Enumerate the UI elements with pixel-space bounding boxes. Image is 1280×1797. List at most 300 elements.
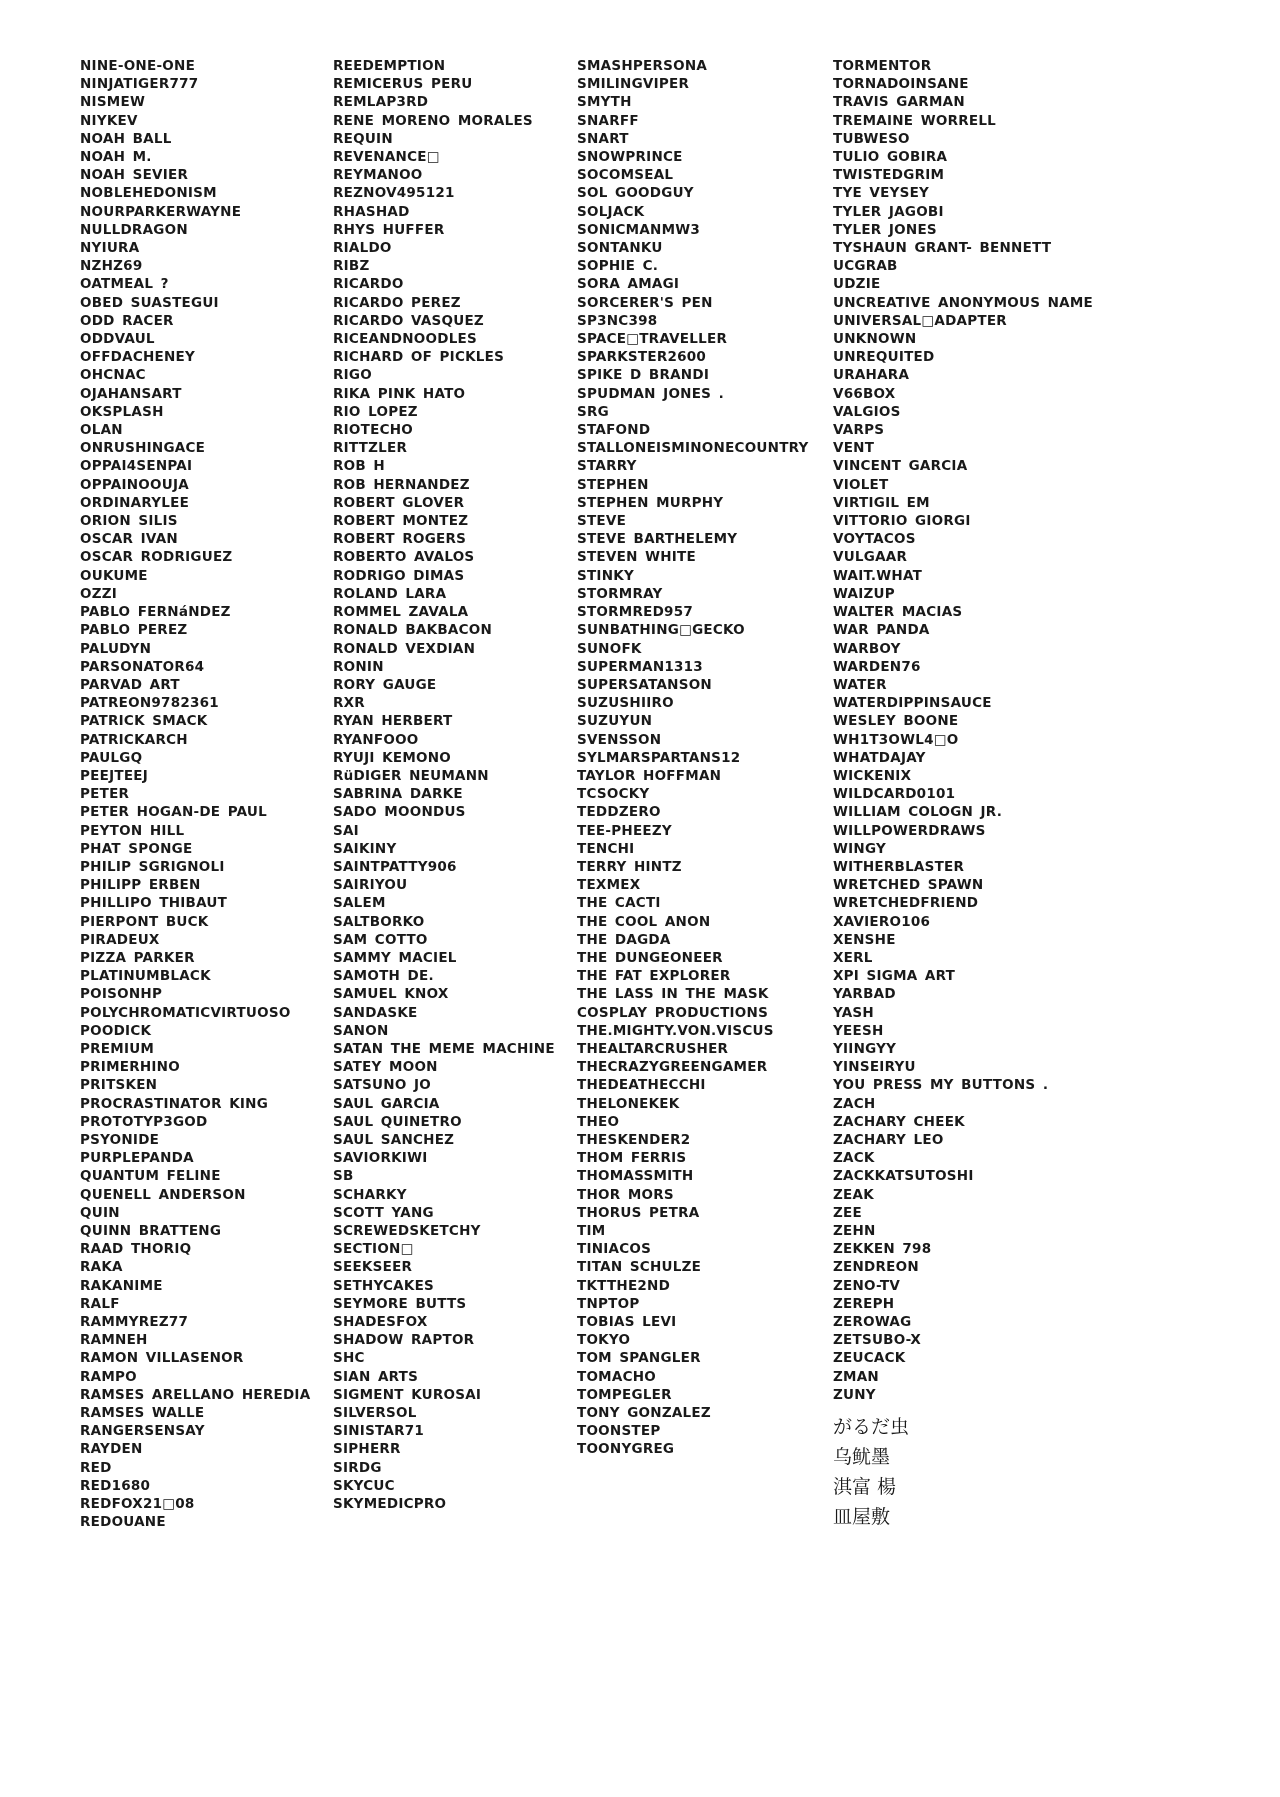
credit-name: SABRINA DARKE: [333, 786, 463, 803]
credit-name: ROBERT ROGERS: [333, 531, 467, 548]
credit-name: VINCENT GARCIA: [833, 458, 968, 475]
credit-name: SUZUYUN: [577, 713, 653, 730]
credit-name: VULGAAR: [833, 549, 908, 566]
credit-name: TORMENTOR: [833, 58, 932, 74]
credits-column-3: [577, 57, 809, 1459]
credit-name: RXR: [333, 695, 365, 712]
credit-name: REZNOV495121: [333, 185, 455, 202]
credit-name: WAIT.WHAT: [833, 567, 923, 584]
credit-name: SRG: [577, 403, 609, 420]
credit-name: SHC: [333, 1350, 365, 1367]
credit-name: ROB H: [333, 458, 385, 475]
credit-name: SPIKE D BRANDI: [577, 367, 710, 384]
credit-name: SAI: [333, 822, 359, 839]
credit-name: SCOTT YANG: [333, 1204, 434, 1221]
credit-name: XPI SIGMA ART: [833, 968, 956, 985]
credit-name: TWISTEDGRIM: [833, 167, 945, 184]
credits-column-1: [80, 57, 310, 1531]
credit-name: NIYKEV: [80, 112, 138, 129]
credit-name: SONTANKU: [577, 240, 663, 257]
credit-name: SMYTH: [577, 94, 632, 111]
credit-name: RAKA: [80, 1259, 123, 1276]
credit-name: SB: [333, 1168, 354, 1185]
credit-name: WH1T3OWL4□O: [833, 731, 959, 748]
credit-name: WRETCHEDFRIEND: [833, 895, 979, 912]
credit-name: ROLAND LARA: [333, 585, 447, 602]
credit-name: TEDDZERO: [577, 804, 661, 821]
credit-name: THE COOL ANON: [577, 913, 711, 930]
credit-name: OSCAR IVAN: [80, 531, 178, 548]
credit-cjk-block: [833, 1412, 1093, 1532]
credit-name: SANON: [333, 1022, 389, 1039]
credit-name: ZEAK: [833, 1186, 874, 1203]
credit-name: STEVE: [577, 513, 627, 530]
credit-name: UNKNOWN: [833, 331, 917, 348]
credit-name: WILLPOWERDRAWS: [833, 822, 986, 839]
credit-name: ZENO-TV: [833, 1277, 901, 1294]
credit-name: SUPERMAN1313: [577, 658, 703, 675]
credit-name: SAMMY MACIEL: [333, 949, 457, 966]
credit-name-cjk: がるだ虫: [833, 1416, 910, 1439]
credit-name: RICEANDNOODLES: [333, 331, 478, 348]
credit-name: WAR PANDA: [833, 622, 930, 639]
credit-name: RHASHAD: [333, 203, 410, 220]
credit-name: SNOWPRINCE: [577, 149, 683, 166]
credit-name: PEEJTEEJ: [80, 767, 149, 784]
credit-name: RAKANIME: [80, 1277, 163, 1294]
credit-name: NOAH M.: [80, 149, 152, 166]
credit-name: RONIN: [333, 658, 384, 675]
credit-name: WILDCARD0101: [833, 786, 956, 803]
credit-name: SAM COTTO: [333, 931, 428, 948]
credit-name: VIOLET: [833, 476, 889, 493]
credit-name: TULIO GOBIRA: [833, 149, 948, 166]
credit-name: YOU PRESS MY BUTTONS .: [833, 1077, 1049, 1094]
credit-name: RIBZ: [333, 258, 370, 275]
credit-name: THECRAZYGREENGAMER: [577, 1059, 768, 1076]
credit-name: RODRIGO DIMAS: [333, 567, 465, 584]
credit-name: V66BOX: [833, 385, 896, 402]
credit-name: SORA AMAGI: [577, 276, 680, 293]
credit-name: TERRY HINTZ: [577, 858, 682, 875]
credit-name: RICARDO VASQUEZ: [333, 312, 484, 329]
credit-name: NISMEW: [80, 94, 146, 111]
credit-name: RüDIGER NEUMANN: [333, 767, 489, 784]
credit-name: SEYMORE BUTTS: [333, 1295, 467, 1312]
credit-name: SKYCUC: [333, 1477, 395, 1494]
credit-name: ZACK: [833, 1150, 875, 1167]
credit-name: VENT: [833, 440, 875, 457]
credit-name: REEDEMPTION: [333, 58, 446, 74]
credit-name: PROTOTYP3GOD: [80, 1113, 208, 1130]
credit-name: TIM: [577, 1223, 606, 1239]
credit-name: NOAH BALL: [80, 130, 172, 147]
credit-name: SINISTAR71: [333, 1423, 425, 1440]
credit-name: WRETCHED SPAWN: [833, 877, 984, 894]
credit-name: SCREWEDSKETCHY: [333, 1223, 481, 1239]
credit-name: NYIURA: [80, 240, 140, 257]
credit-name: SAMUEL KNOX: [333, 986, 449, 1003]
credit-name: THE FAT EXPLORER: [577, 968, 731, 985]
credit-name: PIZZA PARKER: [80, 949, 195, 966]
credit-name: OJAHANSART: [80, 385, 182, 402]
credit-name: TOBIAS LEVI: [577, 1314, 677, 1331]
credit-name: TOONYGREG: [577, 1441, 675, 1458]
credit-name: RHYS HUFFER: [333, 221, 445, 238]
credit-name: UDZIE: [833, 276, 881, 293]
credit-name: SALTBORKO: [333, 913, 425, 930]
credit-name: OATMEAL ?: [80, 276, 169, 293]
credit-name: PABLO PEREZ: [80, 622, 188, 639]
credit-name: TYE VEYSEY: [833, 185, 930, 202]
credit-name: WAIZUP: [833, 585, 895, 602]
credit-name: TNPTOP: [577, 1295, 640, 1312]
credit-name: SAUL SANCHEZ: [333, 1131, 455, 1148]
credit-name: OUKUME: [80, 567, 148, 584]
credit-name: STAFOND: [577, 422, 651, 439]
credit-name: SCHARKY: [333, 1186, 407, 1203]
credit-name: PLATINUMBLACK: [80, 968, 211, 985]
credit-name: TUBWESO: [833, 130, 910, 147]
credit-name: OHCNAC: [80, 367, 146, 384]
credit-name: ROBERT MONTEZ: [333, 513, 469, 530]
credit-name: RYAN HERBERT: [333, 713, 453, 730]
credit-name: ZACKKATSUTOSHI: [833, 1168, 974, 1185]
credit-name: SUNBATHING□GECKO: [577, 622, 745, 639]
credit-name: SATAN THE MEME MACHINE: [333, 1040, 555, 1057]
credit-name: SAVIORKIWI: [333, 1150, 428, 1167]
credit-name: OFFDACHENEY: [80, 349, 196, 366]
credit-name: PURPLEPANDA: [80, 1150, 194, 1167]
credit-name: SAMOTH DE.: [333, 968, 434, 985]
credit-name: ROB HERNANDEZ: [333, 476, 470, 493]
credit-name: ZUNY: [833, 1386, 876, 1403]
credit-name: TOMACHO: [577, 1368, 656, 1385]
credit-name: PHILIPP ERBEN: [80, 877, 201, 894]
credit-name: WITHERBLASTER: [833, 858, 965, 875]
credit-name: PAULGQ: [80, 749, 143, 766]
credit-name: SAIKINY: [333, 840, 397, 857]
credit-name: OKSPLASH: [80, 403, 164, 420]
credit-name: STORMRED957: [577, 604, 693, 621]
credit-name: PRITSKEN: [80, 1077, 158, 1094]
credit-name-cjk: 皿屋敷: [833, 1506, 891, 1529]
credit-name: REVENANCE□: [333, 149, 440, 166]
credits-column-2: [333, 57, 555, 1513]
credit-name: PARSONATOR64: [80, 658, 205, 675]
credit-name: THE CACTI: [577, 895, 661, 912]
credit-name: TOMPEGLER: [577, 1386, 672, 1403]
credit-name: YEESH: [833, 1022, 884, 1039]
credit-name: RIKA PINK HATO: [333, 385, 466, 402]
credit-name: ZMAN: [833, 1368, 879, 1385]
credit-name: RIALDO: [333, 240, 392, 257]
credit-name: NINE-ONE-ONE: [80, 58, 196, 74]
credit-name: STEPHEN: [577, 476, 649, 493]
credit-name: WALTER MACIAS: [833, 604, 963, 621]
credit-name: OPPAI4SENPAI: [80, 458, 193, 475]
credit-name: TOM SPANGLER: [577, 1350, 701, 1367]
credit-name: PHILLIPO THIBAUT: [80, 895, 228, 912]
credit-name: ONRUSHINGACE: [80, 440, 206, 457]
credit-name: SKYMEDICPRO: [333, 1496, 447, 1513]
credit-name: REYMANOO: [333, 167, 423, 184]
credit-name: TRAVIS GARMAN: [833, 94, 965, 111]
credit-name: THE DUNGEONEER: [577, 949, 723, 966]
credit-name: SALEM: [333, 895, 386, 912]
credit-name: PETER: [80, 786, 130, 803]
credit-name: REDOUANE: [80, 1514, 166, 1531]
credit-name: SADO MOONDUS: [333, 804, 466, 821]
credit-name: NOAH SEVIER: [80, 167, 189, 184]
credit-name: SAIRIYOU: [333, 877, 408, 894]
credit-name: WARBOY: [833, 640, 901, 657]
credit-name: WILLIAM COLOGN JR.: [833, 804, 1003, 821]
credit-name: SAINTPATTY906: [333, 858, 457, 875]
credit-name: SIPHERR: [333, 1441, 401, 1458]
credit-name: PATRICKARCH: [80, 731, 188, 748]
credit-name: ZEE: [833, 1204, 862, 1221]
credit-name: YASH: [833, 1004, 874, 1021]
credit-name: RONALD BAKBACON: [333, 622, 492, 639]
credit-name: SHADOW RAPTOR: [333, 1332, 475, 1349]
credit-name: RIGO: [333, 367, 372, 384]
credit-name: SIAN ARTS: [333, 1368, 419, 1385]
credit-name: REDFOX21□08: [80, 1496, 195, 1513]
credit-name: YINSEIRYU: [833, 1059, 916, 1076]
credit-name: NINJATIGER777: [80, 76, 199, 93]
credit-name: RORY GAUGE: [333, 676, 437, 693]
credit-name: OPPAINOOUJA: [80, 476, 189, 493]
credit-name-cjk: 乌鱿墨: [833, 1446, 891, 1469]
credit-name: TKTTHE2ND: [577, 1277, 671, 1294]
credit-name: THE LASS IN THE MASK: [577, 986, 769, 1003]
credit-name: POLYCHROMATICVIRTUOSO: [80, 1004, 291, 1021]
credit-name: STALLONEISMINONECOUNTRY: [577, 440, 809, 457]
credit-name: SIRDG: [333, 1459, 382, 1476]
credit-name: SATSUNO JO: [333, 1077, 431, 1094]
credit-name: SONICMANMW3: [577, 221, 701, 238]
credit-name: THESKENDER2: [577, 1131, 691, 1148]
credit-name: SMASHPERSONA: [577, 58, 708, 74]
credit-name: SILVERSOL: [333, 1405, 417, 1422]
credit-name: RONALD VEXDIAN: [333, 640, 476, 657]
credit-name: COSPLAY PRODUCTIONS: [577, 1004, 769, 1021]
credit-name: TITAN SCHULZE: [577, 1259, 702, 1276]
credit-name: ROBERTO AVALOS: [333, 549, 475, 566]
credit-name: SAUL QUINETRO: [333, 1113, 462, 1130]
credit-name: TINIACOS: [577, 1241, 652, 1258]
credit-name: RIOTECHO: [333, 422, 414, 439]
credit-name: RANGERSENSAY: [80, 1423, 205, 1440]
credit-name: THORUS PETRA: [577, 1204, 700, 1221]
credit-name: SMILINGVIPER: [577, 76, 690, 93]
credit-name: STEPHEN MURPHY: [577, 494, 724, 511]
credit-name: VIRTIGIL EM: [833, 494, 930, 511]
credit-name: WATERDIPPINSAUCE: [833, 695, 992, 712]
credit-name: RENE MORENO MORALES: [333, 112, 533, 129]
credit-name: VOYTACOS: [833, 531, 916, 548]
credit-name: PARVAD ART: [80, 676, 180, 693]
credit-name: RAMSES ARELLANO HEREDIA: [80, 1386, 311, 1403]
credit-name: STARRY: [577, 458, 637, 475]
credit-name: PROCRASTINATOR KING: [80, 1095, 269, 1112]
credit-name: VITTORIO GIORGI: [833, 513, 971, 530]
credit-name: SOCOMSEAL: [577, 167, 674, 184]
credit-name: SORCERER'S PEN: [577, 294, 713, 311]
credit-name: TYLER JAGOBI: [833, 203, 944, 220]
credit-name: ZENDREON: [833, 1259, 919, 1276]
credit-name: VARPS: [833, 422, 885, 439]
credit-name: TAYLOR HOFFMAN: [577, 767, 722, 784]
credit-name: WESLEY BOONE: [833, 713, 959, 730]
credit-name: REMLAP3RD: [333, 94, 429, 111]
credit-name: THE.MIGHTY.VON.VISCUS: [577, 1022, 774, 1039]
credit-name: RITTZLER: [333, 440, 408, 457]
credit-name: PEYTON HILL: [80, 822, 185, 839]
credit-name: OSCAR RODRIGUEZ: [80, 549, 233, 566]
credit-name: RAMON VILLASENOR: [80, 1350, 244, 1367]
credit-name: SP3NC398: [577, 312, 658, 329]
credit-name: THELONEKEK: [577, 1095, 680, 1112]
credit-name: PHAT SPONGE: [80, 840, 193, 857]
credit-name-cjk: 淇富 楊: [833, 1476, 897, 1499]
credit-name: PIRADEUX: [80, 931, 160, 948]
credit-name: QUINN BRATTENG: [80, 1223, 222, 1239]
credit-name: ZETSUBO-X: [833, 1332, 922, 1349]
credit-name: SNART: [577, 130, 629, 147]
credit-name: YARBAD: [833, 986, 896, 1003]
credit-name: NOBLEHEDONISM: [80, 185, 217, 202]
credit-name: ZACHARY LEO: [833, 1131, 944, 1148]
credit-name: SECTION□: [333, 1241, 414, 1258]
credit-name: RICARDO PEREZ: [333, 294, 461, 311]
credit-name: ORDINARYLEE: [80, 494, 190, 511]
credit-name: SUZUSHIIRO: [577, 695, 674, 712]
credit-name: OBED SUASTEGUI: [80, 294, 219, 311]
credit-name: REQUIN: [333, 130, 393, 147]
credit-name: STEVEN WHITE: [577, 549, 696, 566]
credit-name: UNREQUITED: [833, 349, 935, 366]
credit-name: UNCREATIVE ANONYMOUS NAME: [833, 294, 1094, 311]
credit-name: POODICK: [80, 1022, 152, 1039]
credit-name: WICKENIX: [833, 767, 912, 784]
credit-name: OLAN: [80, 422, 123, 439]
credit-name: TOKYO: [577, 1332, 631, 1349]
credit-name: ZEKKEN 798: [833, 1241, 932, 1258]
credit-name: QUIN: [80, 1204, 120, 1221]
credit-name: TYLER JONES: [833, 221, 937, 238]
credit-name: THE DAGDA: [577, 931, 671, 948]
credit-name: NULLDRAGON: [80, 221, 188, 238]
credit-name: STINKY: [577, 567, 634, 584]
credit-name: RAAD THORIQ: [80, 1241, 192, 1258]
credit-name: SEEKSEER: [333, 1259, 413, 1276]
credit-name: RALF: [80, 1295, 120, 1312]
credit-name: PATRICK SMACK: [80, 713, 208, 730]
credit-name: XAVIERO106: [833, 913, 931, 930]
credit-name: THOMASSMITH: [577, 1168, 694, 1185]
credit-name: WINGY: [833, 840, 887, 857]
credit-name: WATER: [833, 676, 887, 693]
credit-name: SHADESFOX: [333, 1314, 428, 1331]
credit-name: VALGIOS: [833, 403, 901, 420]
credit-name: SUNOFK: [577, 640, 642, 657]
credit-name: RED1680: [80, 1477, 151, 1494]
credit-name: PRIMERHINO: [80, 1059, 180, 1076]
credits-column-4: [833, 57, 1093, 1532]
credit-name: ZEUCACK: [833, 1350, 906, 1367]
credit-name: RYANFOOO: [333, 731, 419, 748]
credit-name: POISONHP: [80, 986, 163, 1003]
credit-name: ZACH: [833, 1095, 876, 1112]
credit-name: THEALTARCRUSHER: [577, 1040, 729, 1057]
credit-name: PABLO FERNáNDEZ: [80, 604, 231, 621]
credit-name: TEE-PHEEZY: [577, 822, 672, 839]
credit-name: RAMMYREZ77: [80, 1314, 189, 1331]
credit-name: SANDASKE: [333, 1004, 418, 1021]
credit-name: SPUDMAN JONES .: [577, 385, 724, 402]
credit-name: URAHARA: [833, 367, 910, 384]
credit-name: REMICERUS PERU: [333, 76, 473, 93]
credit-name: SOL GOODGUY: [577, 185, 694, 202]
credit-name: PREMIUM: [80, 1040, 155, 1057]
credit-name: PIERPONT BUCK: [80, 913, 209, 930]
credit-name: OZZI: [80, 585, 118, 602]
credit-name: SOPHIE C.: [577, 258, 659, 275]
credit-name: RICARDO: [333, 276, 404, 293]
credit-name: TEXMEX: [577, 877, 641, 894]
credit-name: ZACHARY CHEEK: [833, 1113, 965, 1130]
credit-name: TCSOCKY: [577, 786, 650, 803]
credit-name: RAMSES WALLE: [80, 1405, 205, 1422]
credit-name: ZEREPH: [833, 1295, 895, 1312]
credit-name: SAUL GARCIA: [333, 1095, 440, 1112]
credit-name: STEVE BARTHELEMY: [577, 531, 738, 548]
credit-name: TENCHI: [577, 840, 635, 857]
credit-name: TOONSTEP: [577, 1423, 661, 1440]
credit-name: SNARFF: [577, 112, 639, 129]
credit-name: SPACE□TRAVELLER: [577, 331, 728, 348]
credit-name: WARDEN76: [833, 658, 921, 675]
credit-name: ROBERT GLOVER: [333, 494, 465, 511]
credit-name: XERL: [833, 949, 873, 966]
credit-name: RED: [80, 1459, 112, 1476]
credit-name: ZEROWAG: [833, 1314, 912, 1331]
credit-name: RICHARD OF PICKLES: [333, 349, 505, 366]
credit-name: RIO LOPEZ: [333, 403, 418, 420]
credit-name: SOLJACK: [577, 203, 645, 220]
credit-name: ZEHN: [833, 1223, 876, 1239]
credit-name: STORMRAY: [577, 585, 663, 602]
credit-name: THEDEATHECCHI: [577, 1077, 706, 1094]
credit-name: SETHYCAKES: [333, 1277, 435, 1294]
credit-name: THOM FERRIS: [577, 1150, 687, 1167]
credit-name: PHILIP SGRIGNOLI: [80, 858, 225, 875]
credit-name: TYSHAUN GRANT- BENNETT: [833, 240, 1052, 257]
credit-name: THOR MORS: [577, 1186, 674, 1203]
credit-name: SVENSSON: [577, 731, 662, 748]
credit-name: ROMMEL ZAVALA: [333, 604, 469, 621]
credit-name: ODDVAUL: [80, 331, 155, 348]
credit-name: QUENELL ANDERSON: [80, 1186, 246, 1203]
credit-name: NZHZ69: [80, 258, 143, 275]
credit-name: SPARKSTER2600: [577, 349, 707, 366]
credit-name: UCGRAB: [833, 258, 898, 275]
credit-name: ORION SILIS: [80, 513, 178, 530]
credit-name: PATREON9782361: [80, 695, 219, 712]
credit-name: THEO: [577, 1113, 620, 1130]
